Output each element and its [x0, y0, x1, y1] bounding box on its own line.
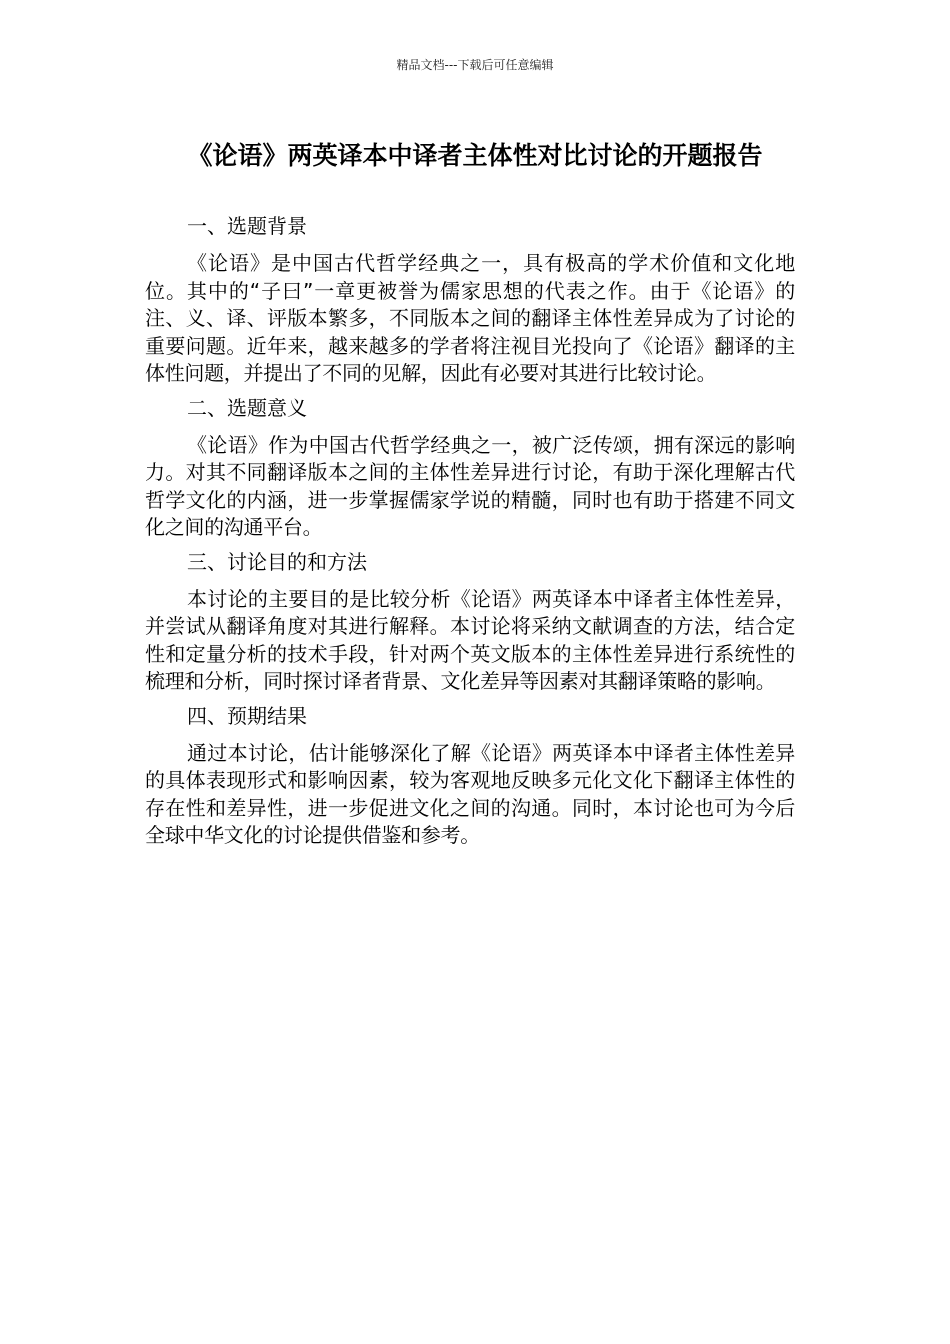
section-background: [145, 212, 795, 388]
section-significance: [145, 394, 795, 542]
document-body: [145, 212, 795, 856]
section-purpose-method: [145, 548, 795, 696]
section-expected-results: [145, 702, 795, 850]
section-heading: 二、选题意义: [187, 395, 307, 420]
section-paragraph: 《论语》作为中国古代哲学经典之一，被广泛传颂，拥有深远的影响力。对其不同翻译版本之间的主体性差异进行讨论，有助于深化理解古代哲学文化的内涵，进一步掌握儒家学说的精髓，同时也有助于搭建不同文化之间的沟通平台。: [145, 432, 795, 539]
section-paragraph: 通过本讨论，估计能够深化了解《论语》两英译本中译者主体性差异的具体表现形式和影响因素，较为客观地反映多元化文化下翻译主体性的存在性和差异性，进一步促进文化之间的沟通。同时，本讨论也可为今后全球中华文化的讨论提供借鉴和参考。: [145, 740, 795, 847]
section-paragraph: 《论语》是中国古代哲学经典之一，具有极高的学术价值和文化地位。其中的“子曰”一章更被誉为儒家思想的代表之作。由于《论语》的注、义、译、评版本繁多，不同版本之间的翻译主体性差异成为了讨论的重要问题。近年来，越来越多的学者将注视目光投向了《论语》翻译的主体性问题，并提出了不同的见解，因此有必要对其进行比较讨论。: [145, 251, 795, 385]
section-paragraph: 本讨论的主要目的是比较分析《论语》两英译本中译者主体性差异，并尝试从翻译角度对其进行解释。本讨论将采纳文献调查的方法，结合定性和定量分析的技术手段，针对两个英文版本的主体性差异进行系统性的梳理和分析，同时探讨译者背景、文化差异等因素对其翻译策略的影响。: [145, 586, 795, 693]
header-note: 精品文档---下载后可任意编辑: [396, 58, 554, 72]
section-heading: 四、预期结果: [187, 703, 307, 728]
document-title: 《论语》两英译本中译者主体性对比讨论的开题报告: [187, 141, 763, 170]
section-heading: 一、选题背景: [187, 214, 307, 238]
section-heading: 三、讨论目的和方法: [187, 549, 367, 574]
